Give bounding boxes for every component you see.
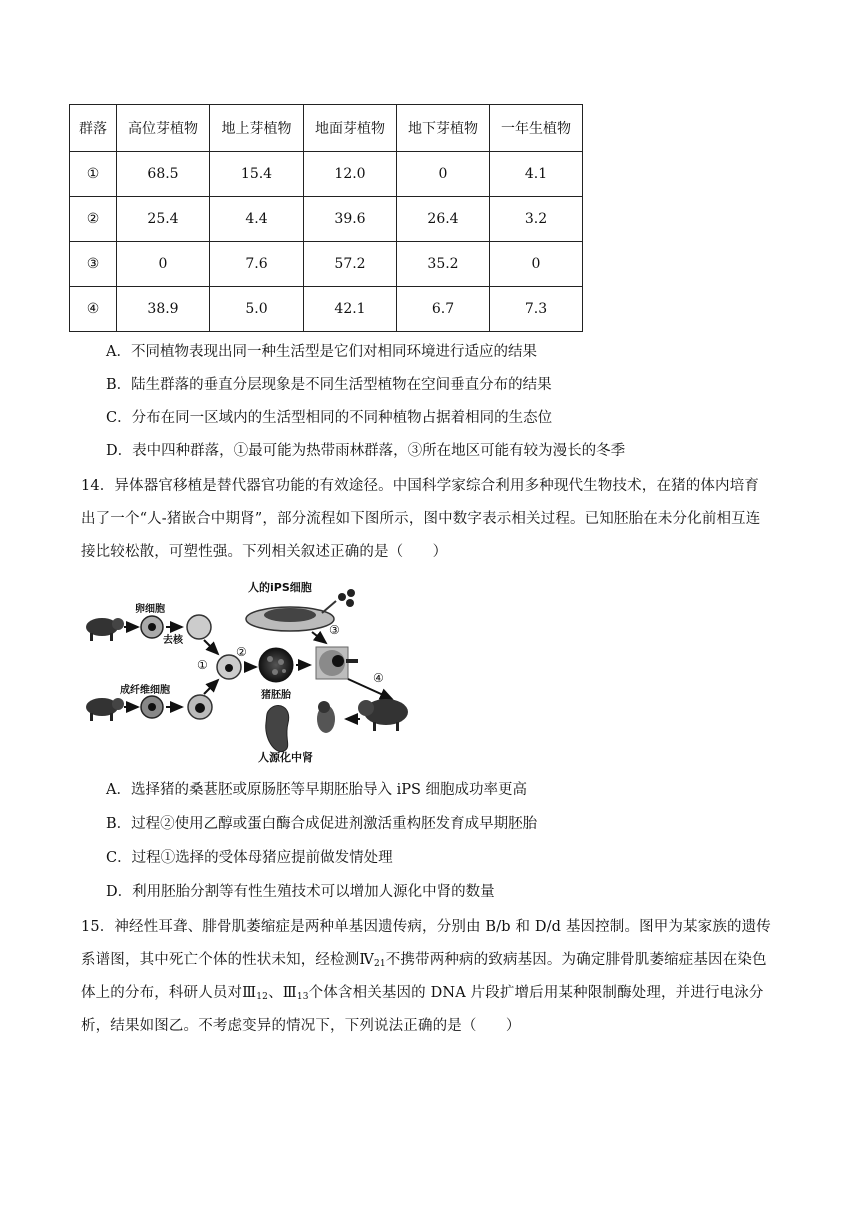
kidney-chimera-diagram — [80, 577, 420, 767]
q14-option-d: D．利用胚胎分割等有性生殖技术可以增加人源化中肾的数量 — [106, 884, 495, 900]
life-form-table — [69, 104, 583, 332]
ips-cells-icon — [338, 589, 355, 607]
q15-stem-line-1: 15．神经性耳聋、腓骨肌萎缩症是两种单基因遗传病，分别由 B/b 和 D/d 基因控制。图甲为某家族的遗传 — [81, 919, 771, 935]
q14-stem-line-1: 14．异体器官移植是替代器官功能的有效途径。中国科学家综合利用多种现代生物技术，在猪的体内培育 — [81, 478, 759, 494]
table-cell: 38.9 — [117, 287, 210, 332]
q13-option-b: B．陆生群落的垂直分层现象是不同生活型植物在空间垂直分布的结果 — [106, 377, 552, 393]
table-header-cell: 一年生植物 — [490, 105, 583, 152]
pig-embryo-icon — [259, 648, 293, 682]
q15-line3-part-b: 、Ⅲ — [268, 985, 297, 1001]
fibroblast-nucleus-cell-icon — [188, 695, 212, 719]
table-cell: 15.4 — [210, 152, 304, 197]
step-3-label: ③ — [329, 623, 340, 637]
enucleated-egg-icon — [187, 615, 211, 639]
table-cell: 68.5 — [117, 152, 210, 197]
table-row — [70, 152, 583, 197]
q14-option-b: B．过程②使用乙醇或蛋白酶合成促进剂激活重构胚发育成早期胚胎 — [106, 816, 538, 832]
label-fibroblast: 成纤维细胞 — [120, 685, 170, 696]
label-pig-embryo: 猪胚胎 — [261, 690, 291, 701]
table-header-cell: 群落 — [70, 105, 117, 152]
table-header-cell: 地下芽植物 — [397, 105, 490, 152]
q15-stem-line-4: 析，结果如图乙。不考虑变异的情况下，下列说法正确的是（ ） — [81, 1018, 521, 1034]
q14-stem-line-2: 出了一个“人-猪嵌合中期肾”，部分流程如下图所示，图中数字表示相关过程。已知胚胎在未分化前相互连 — [81, 511, 761, 527]
table-cell: ① — [70, 152, 117, 197]
q14-option-a: A．选择猪的桑葚胚或原肠胚等早期胚胎导入 iPS 细胞成功率更高 — [106, 782, 528, 798]
fetus-icon — [317, 701, 335, 733]
table-cell: ③ — [70, 242, 117, 287]
table-row — [70, 197, 583, 242]
pig-icon — [86, 618, 124, 641]
table-header-cell: 高位芽植物 — [117, 105, 210, 152]
q13-option-d: D．表中四种群落，①最可能为热带雨林群落，③所在地区可能有较为漫长的冬季 — [106, 443, 626, 459]
table-cell: 42.1 — [304, 287, 397, 332]
q15-stem-line-3 — [81, 983, 801, 1007]
table-cell: 0 — [117, 242, 210, 287]
egg-cell-icon — [141, 616, 163, 638]
process-diagram-svg — [80, 577, 420, 767]
table-cell: 0 — [397, 152, 490, 197]
label-enucleate: 去核 — [163, 635, 183, 646]
individual-subscript: 21 — [373, 959, 386, 969]
table-header-cell: 地面芽植物 — [304, 105, 397, 152]
q15-line2-part-a: 系谱图，其中死亡个体的性状未知，经检测Ⅳ — [81, 952, 374, 968]
table-header-row — [70, 105, 583, 152]
table-cell: ④ — [70, 287, 117, 332]
table-cell: ② — [70, 197, 117, 242]
pig-icon — [86, 698, 124, 721]
table-cell: 6.7 — [397, 287, 490, 332]
surrogate-pig-icon — [358, 699, 408, 731]
ips-dish-icon — [246, 601, 336, 631]
q13-option-c: C．分布在同一区域内的生活型相同的不同种植物占据着相同的生态位 — [106, 410, 553, 426]
fibroblast-cell-icon — [141, 696, 163, 718]
table-cell: 35.2 — [397, 242, 490, 287]
label-ips-cell: 人的iPS细胞 — [248, 581, 312, 594]
table-cell: 4.1 — [490, 152, 583, 197]
table-cell: 57.2 — [304, 242, 397, 287]
q15-line2-part-b: 不携带两种病的致病基因。为确定腓骨肌萎缩症基因在染色 — [385, 952, 767, 968]
kidney-icon — [266, 705, 289, 751]
chimeric-embryo-icon — [316, 647, 358, 679]
table-row — [70, 242, 583, 287]
table-cell: 0 — [490, 242, 583, 287]
step-2-label: ② — [236, 645, 247, 659]
table-header-cell: 地上芽植物 — [210, 105, 304, 152]
individual-subscript: 13 — [296, 992, 309, 1002]
table-cell: 7.3 — [490, 287, 583, 332]
step-4-label: ④ — [373, 671, 384, 685]
table-cell: 3.2 — [490, 197, 583, 242]
table-cell: 26.4 — [397, 197, 490, 242]
q15-stem-line-2 — [81, 950, 801, 974]
table-cell: 12.0 — [304, 152, 397, 197]
q13-option-a: A．不同植物表现出同一种生活型是它们对相同环境进行适应的结果 — [106, 344, 537, 360]
table-cell: 25.4 — [117, 197, 210, 242]
label-egg-cell: 卵细胞 — [135, 604, 165, 615]
table-cell: 7.6 — [210, 242, 304, 287]
q14-option-c: C．过程①选择的受体母猪应提前做发情处理 — [106, 850, 393, 866]
table-row — [70, 287, 583, 332]
step-1-label: ① — [197, 658, 208, 672]
table-cell: 4.4 — [210, 197, 304, 242]
individual-subscript: 12 — [256, 992, 269, 1002]
q15-line3-part-c: 个体含相关基因的 DNA 片段扩增后用某种限制酶处理，并进行电泳分 — [308, 985, 764, 1001]
table-cell: 39.6 — [304, 197, 397, 242]
q15-line3-part-a: 体上的分布，科研人员对Ⅲ — [81, 985, 257, 1001]
label-humanized-kidney: 人源化中肾 — [258, 751, 313, 764]
q14-stem-line-3: 接比较松散，可塑性强。下列相关叙述正确的是（ ） — [81, 544, 448, 560]
table-cell: 5.0 — [210, 287, 304, 332]
